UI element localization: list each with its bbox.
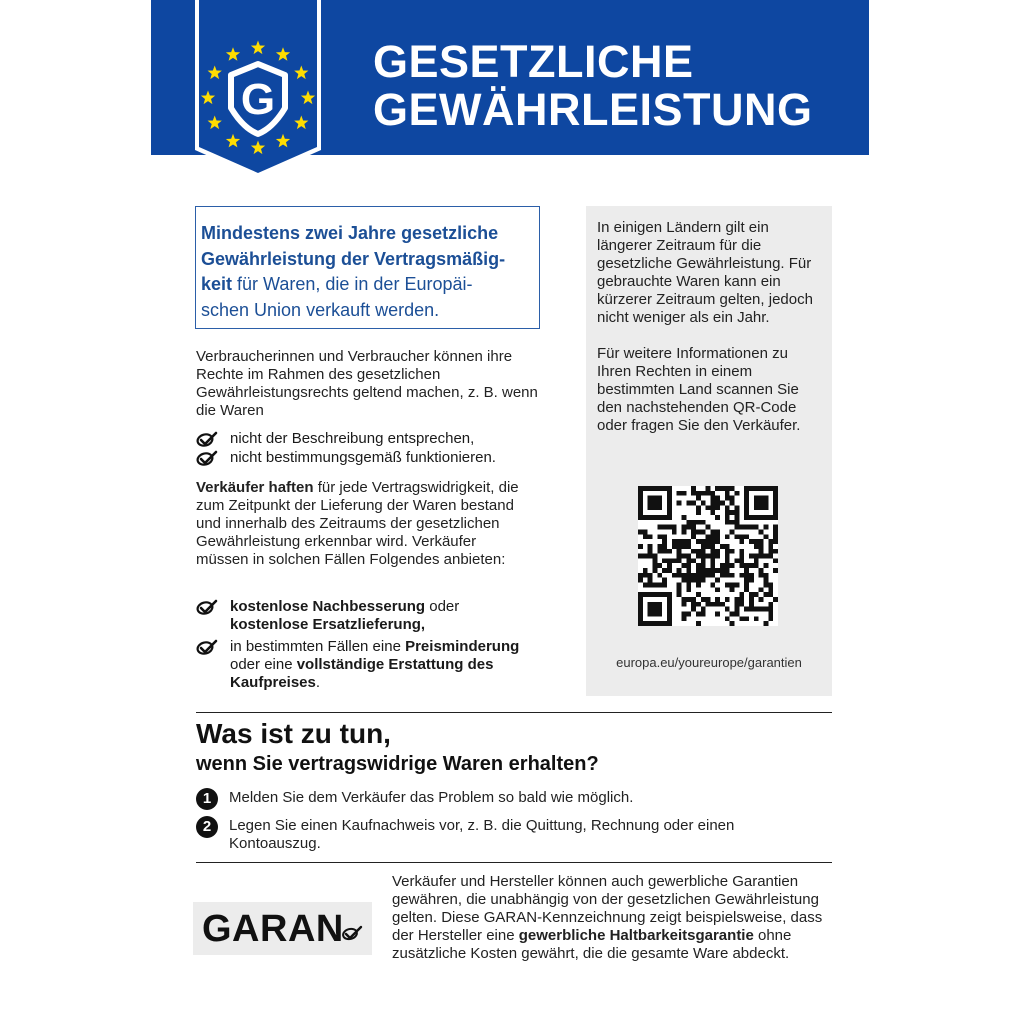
divider-bottom	[196, 862, 832, 863]
eu-shield-logo-icon	[193, 0, 323, 180]
remedy-repair: kostenlose Nachbesserung	[230, 598, 426, 615]
intro-box	[195, 206, 540, 329]
remedy-price-reduction: Preisminderung	[405, 638, 520, 655]
title-line-2: GEWÄHRLEISTUNG	[373, 84, 813, 135]
title-line-1: GESETZLICHE	[373, 36, 694, 87]
remedy-item-1-text	[230, 598, 540, 634]
garan-paragraph	[392, 873, 832, 963]
checkmark-icon	[196, 431, 218, 447]
remedy-refund: vollständige Erstattung des Kaufpreises	[230, 656, 494, 691]
step-1-text: Melden Sie dem Verkäufer das Problem so bald wie möglich.	[229, 789, 634, 806]
remedy-or: oder	[425, 598, 460, 615]
intro-bold-1: Mindestens zwei Jahre gesetzliche	[201, 223, 499, 243]
sidebar-text-2: Für weitere Informationen zu Ihren Rechten in einem bestimmten Land scannen Sie den nachstehenden QR-Code oder fragen Sie den Verkäufer.	[597, 345, 801, 434]
garan-text-pre: Verkäufer und Hersteller können auch gewerbliche Garantien gewähren, die unabhängig von der gesetzlichen Gewährleistung gelten. Diese GARAN-Kennzeichnung zeigt beispielsweise, dass der Hersteller eine	[392, 873, 823, 944]
checkmark-icon	[196, 450, 218, 466]
intro-bold-2: Gewährleistung der Vertragsmäßig-	[201, 248, 506, 269]
remedy-2-mid: oder eine	[230, 656, 297, 673]
sidebar-text	[597, 219, 825, 435]
garan-text-post: ohne zusätzliche Kosten gewährt, die die gesamte Ware abdeckt.	[392, 927, 792, 962]
checkmark-icon	[196, 599, 218, 615]
sidebar-text-1: In einigen Ländern gilt ein längerer Zeitraum für die gesetzliche Gewährleistung. Für gebrauchte Waren kann ein kürzerer Zeitraum gelten, jedoch nicht weniger als ein Jahr.	[597, 219, 813, 326]
sellers-rest: für jede Vertragswidrigkeit, die zum Zeitpunkt der Lieferung der Waren bestand und innerhalb des Zeitraums der gesetzlichen Gewährleistung erkennbar wird. Verkäufer müssen in solchen Fällen Folgendes anbieten:	[196, 479, 519, 568]
todo-subheading: wenn Sie vertragswidrige Waren erhalten?	[196, 753, 599, 775]
intro-line-4: schen Union verkauft werden.	[201, 299, 440, 320]
sellers-bold: Verkäufer haften	[196, 479, 314, 496]
step-2-number: 2	[196, 816, 218, 838]
step-1-number: 1	[196, 788, 218, 810]
intro-bold-3: keit	[201, 274, 233, 294]
garan-checkmark-icon	[341, 924, 363, 942]
remedy-item-2-text	[230, 638, 540, 692]
qr-code-icon[interactable]	[638, 486, 778, 626]
todo-heading: Was ist zu tun,	[196, 718, 391, 749]
page-title	[373, 38, 853, 134]
intro-rest-3: für Waren, die in der Europäi-	[232, 274, 473, 294]
rights-paragraph: Verbraucherinnen und Verbraucher können ihre Rechte im Rahmen des gesetzlichen Gewährleistungsrechts geltend machen, z. B. wenn die Waren	[196, 348, 538, 419]
remedy-2-pre: in bestimmten Fällen eine	[230, 638, 406, 655]
logo-letter: G	[240, 75, 276, 124]
garan-text-bold: gewerbliche Haltbarkeitsgarantie	[518, 927, 754, 944]
garan-logo-text: GARAN	[202, 908, 344, 950]
check-item-1-text: nicht der Beschreibung entsprechen,	[230, 430, 475, 447]
step-2-text: Legen Sie einen Kaufnachweis vor, z. B. die Quittung, Rechnung oder einen Kontoauszug.	[229, 817, 735, 852]
divider-top	[196, 712, 832, 713]
sellers-paragraph	[196, 479, 526, 569]
remedy-replacement: kostenlose Ersatzlieferung,	[230, 616, 426, 633]
remedy-2-end: .	[315, 674, 321, 691]
check-item-2-text: nicht bestimmungsgemäß funktionieren.	[230, 449, 496, 466]
checkmark-icon	[196, 639, 218, 655]
info-url[interactable]: europa.eu/youreurope/garantien	[616, 655, 802, 670]
